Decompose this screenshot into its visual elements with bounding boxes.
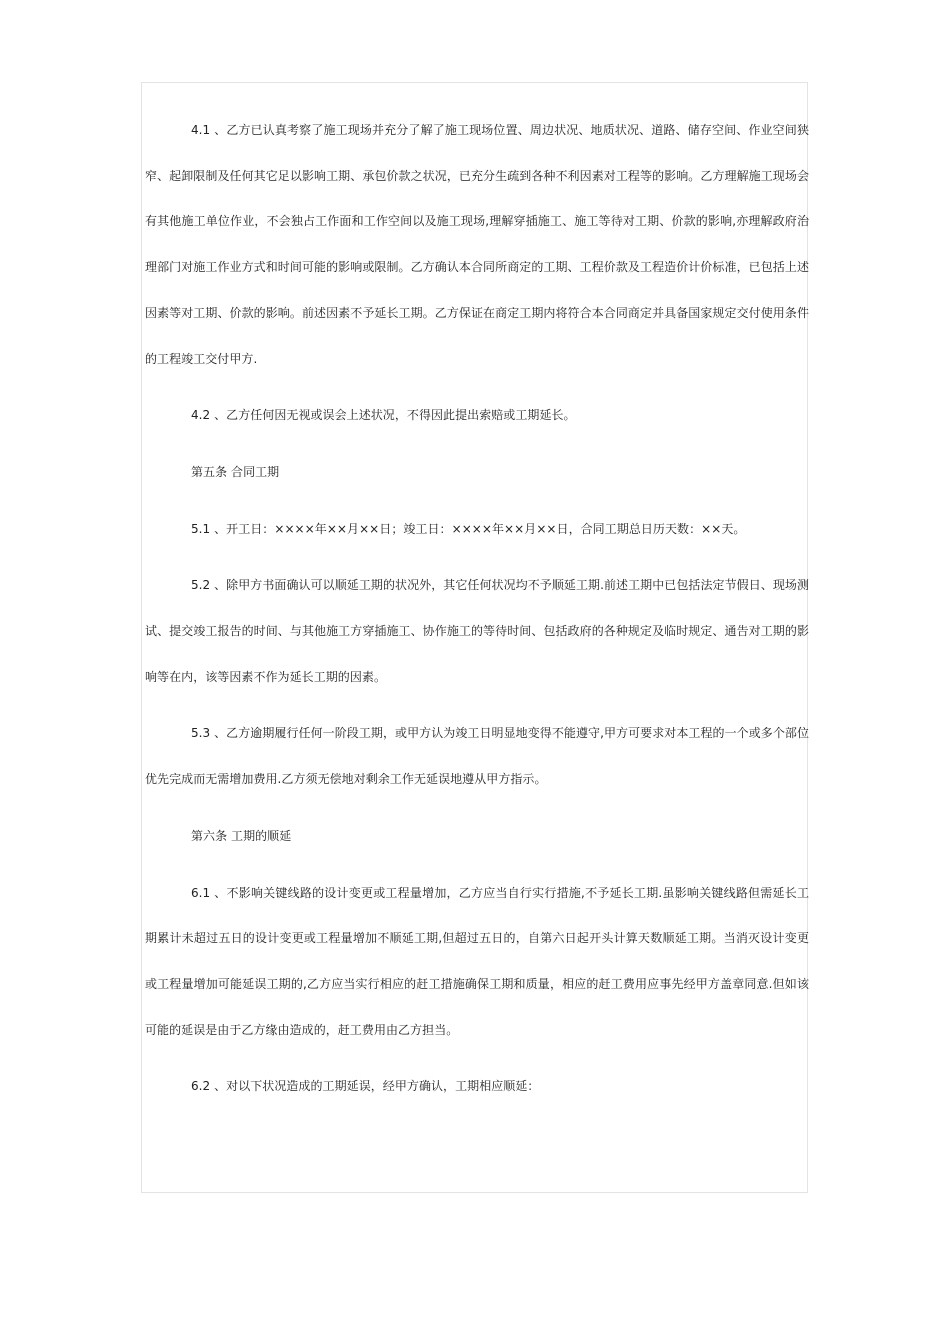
clause-4-1: 4.1 、乙方已认真考察了施工现场并充分了解了施工现场位置、周边状况、地质状况、道路、储存空间、作业空间狭窄、起卸限制及任何其它足以影响工期、承包价款之状况，已充分生疏到各种不利因素对工程等的影响。乙方理解施工现场会有其他施工单位作业，不会独占工作面和工作空间以及施工现场,理解穿插施工、施工等待对工期、价款的影响,亦理解政府治理部门对施工作业方式和时间可能的影响或限制。乙方确认本合同所商定的工期、工程价款及工程造价计价标准，已包括上述因素等对工期、价款的影响。前述因素不予延长工期。乙方保证在商定工期内将符合本合同商定并具备国家规定交付使用条件的工程竣工交付甲方.: [145, 123, 809, 366]
clause-6-2: 6.2 、对以下状况造成的工期延误，经甲方确认，工期相应顺延：: [191, 1079, 540, 1094]
clause-5-3: 5.3 、乙方逾期履行任何一阶段工期，或甲方认为竣工日明显地变得不能遵守,甲方可要求对本工程的一个或多个部位优先完成而无需增加费用.乙方须无偿地对剩余工作无延误地遵从甲方指示。: [145, 726, 809, 787]
clause-5-1: 5.1 、开工日：××××年××月××日；竣工日：××××年××月××日，合同工期总日历天数：××天。: [191, 521, 746, 536]
article-6-heading: 第六条 工期的顺延: [191, 828, 292, 843]
document-body: [145, 108, 809, 1121]
clause-6-1: 6.1 、不影响关键线路的设计变更或工程量增加，乙方应当自行实行措施,不予延长工期.虽影响关键线路但需延长工期累计未超过五日的设计变更或工程量增加不顺延工期,但超过五日的，自第六日起开头计算天数顺延工期。当消灭设计变更或工程量增加可能延误工期的,乙方应当实行相应的赶工措施确保工期和质量，相应的赶工费用应事先经甲方盖章同意.但如该可能的延误是由于乙方缘由造成的，赶工费用由乙方担当。: [145, 885, 809, 1037]
clause-5-2: 5.2 、除甲方书面确认可以顺延工期的状况外，其它任何状况均不予顺延工期.前述工期中已包括法定节假日、现场测试、提交竣工报告的时间、与其他施工方穿插施工、协作施工的等待时间、包括政府的各种规定及临时规定、通告对工期的影响等在内，该等因素不作为延长工期的因素。: [145, 578, 809, 684]
clause-4-2: 4.2 、乙方任何因无视或误会上述状况，不得因此提出索赔或工期延长。: [191, 408, 576, 423]
article-5-heading: 第五条 合同工期: [191, 464, 280, 479]
